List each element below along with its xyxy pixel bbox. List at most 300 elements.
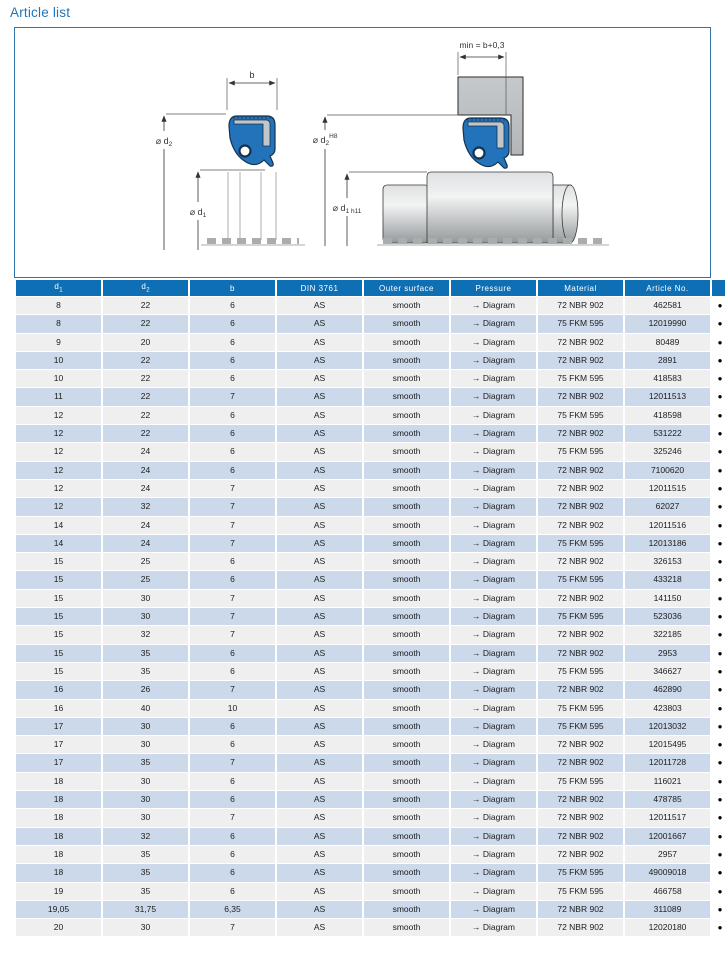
availability-dot-icon: ●: [717, 429, 723, 439]
cell-outer-surface: smooth: [364, 590, 449, 607]
cell-availability: [712, 535, 725, 552]
cell-d2: 25: [103, 571, 188, 588]
pressure-diagram-link[interactable]: → Diagram: [472, 373, 515, 384]
cell-din: AS: [277, 773, 362, 790]
pressure-diagram-link[interactable]: → Diagram: [472, 391, 515, 402]
seal-cross-section-diagram: [15, 28, 710, 276]
pressure-diagram-link[interactable]: → Diagram: [472, 519, 515, 530]
table-row: [16, 901, 725, 918]
pressure-diagram-link[interactable]: → Diagram: [472, 794, 515, 805]
cell-b: 7: [190, 626, 275, 643]
cell-d1: 12: [16, 425, 101, 442]
cell-d2: 22: [103, 370, 188, 387]
cell-availability: [712, 883, 725, 900]
cell-article-no: 2891: [625, 352, 710, 369]
cell-d1: 19: [16, 883, 101, 900]
pressure-diagram-link[interactable]: → Diagram: [472, 409, 515, 420]
cell-availability: [712, 901, 725, 918]
cell-pressure: [451, 809, 536, 826]
cell-outer-surface: smooth: [364, 754, 449, 771]
table-row: [16, 517, 725, 534]
cell-article-no: 462581: [625, 297, 710, 314]
cell-article-no: 2957: [625, 846, 710, 863]
cell-outer-surface: smooth: [364, 370, 449, 387]
page-title: Article list: [10, 5, 71, 20]
cell-material: 72 NBR 902: [538, 736, 623, 753]
cell-d1: 18: [16, 773, 101, 790]
table-row: [16, 498, 725, 515]
cell-availability: [712, 571, 725, 588]
cell-b: 6: [190, 407, 275, 424]
table-row: [16, 864, 725, 881]
cell-material: 72 NBR 902: [538, 462, 623, 479]
table-header-row: [16, 280, 725, 296]
pressure-diagram-link[interactable]: → Diagram: [472, 812, 515, 823]
pressure-diagram-link[interactable]: → Diagram: [472, 501, 515, 512]
cell-b: 6: [190, 370, 275, 387]
cell-pressure: [451, 736, 536, 753]
cell-outer-surface: smooth: [364, 901, 449, 918]
cell-din: AS: [277, 645, 362, 662]
cell-din: AS: [277, 462, 362, 479]
cell-d2: 35: [103, 883, 188, 900]
cell-material: 72 NBR 902: [538, 480, 623, 497]
cell-d2: 32: [103, 498, 188, 515]
dim-min-label: min = b+0,3: [459, 40, 505, 50]
cell-article-no: 12011513: [625, 388, 710, 405]
cell-pressure: [451, 718, 536, 735]
column-header-d1: $d_1$: [16, 280, 101, 296]
cell-material: 72 NBR 902: [538, 828, 623, 845]
availability-dot-icon: ●: [717, 319, 723, 329]
cell-d2: 30: [103, 809, 188, 826]
cell-material: 75 FKM 595: [538, 773, 623, 790]
shaft-end-cap: [562, 185, 578, 243]
column-header-din: DIN 3761: [277, 280, 362, 296]
pressure-diagram-link[interactable]: → Diagram: [472, 574, 515, 585]
cell-din: AS: [277, 297, 362, 314]
cell-outer-surface: smooth: [364, 315, 449, 332]
cell-b: 6: [190, 883, 275, 900]
cell-pressure: [451, 370, 536, 387]
cell-material: 75 FKM 595: [538, 700, 623, 717]
cell-article-no: 418583: [625, 370, 710, 387]
cell-pressure: [451, 553, 536, 570]
cell-material: 75 FKM 595: [538, 315, 623, 332]
cell-pressure: [451, 517, 536, 534]
cell-b: 6: [190, 773, 275, 790]
cell-article-no: 12019990: [625, 315, 710, 332]
cell-outer-surface: smooth: [364, 791, 449, 808]
cell-article-no: 523036: [625, 608, 710, 625]
cell-material: 72 NBR 902: [538, 919, 623, 936]
cell-pressure: [451, 846, 536, 863]
cell-outer-surface: smooth: [364, 718, 449, 735]
cell-d1: 8: [16, 297, 101, 314]
cell-d2: 26: [103, 681, 188, 698]
pressure-diagram-link[interactable]: → Diagram: [472, 702, 515, 713]
pressure-diagram-link[interactable]: → Diagram: [472, 446, 515, 457]
availability-dot-icon: ●: [717, 758, 723, 768]
cell-material: 72 NBR 902: [538, 352, 623, 369]
cell-b: 6: [190, 443, 275, 460]
pressure-diagram-link[interactable]: → Diagram: [472, 848, 515, 859]
cell-article-no: 116021: [625, 773, 710, 790]
cell-d1: 18: [16, 791, 101, 808]
cell-outer-surface: smooth: [364, 388, 449, 405]
availability-dot-icon: ●: [717, 923, 723, 933]
cell-b: 7: [190, 809, 275, 826]
cell-outer-surface: smooth: [364, 645, 449, 662]
cell-d2: 22: [103, 352, 188, 369]
cell-b: 7: [190, 919, 275, 936]
cell-material: 75 FKM 595: [538, 663, 623, 680]
cell-article-no: 346627: [625, 663, 710, 680]
cell-material: 72 NBR 902: [538, 626, 623, 643]
pressure-diagram-link[interactable]: → Diagram: [472, 592, 515, 603]
dim-d2h8-label: ⌀ $d_2^{H8}$: [312, 133, 338, 147]
cell-article-no: 531222: [625, 425, 710, 442]
cell-d1: 17: [16, 736, 101, 753]
cell-availability: [712, 919, 725, 936]
pressure-diagram-link[interactable]: → Diagram: [472, 775, 515, 786]
cell-material: 72 NBR 902: [538, 846, 623, 863]
cell-din: AS: [277, 754, 362, 771]
cell-pressure: [451, 919, 536, 936]
cell-b: 6: [190, 736, 275, 753]
cell-material: 75 FKM 595: [538, 370, 623, 387]
cell-material: 72 NBR 902: [538, 388, 623, 405]
cell-b: 6: [190, 462, 275, 479]
cell-availability: [712, 407, 725, 424]
availability-dot-icon: ●: [717, 355, 723, 365]
pressure-diagram-link[interactable]: → Diagram: [472, 464, 515, 475]
cell-b: 6: [190, 718, 275, 735]
cell-material: 72 NBR 902: [538, 334, 623, 351]
cell-availability: [712, 590, 725, 607]
cell-material: 72 NBR 902: [538, 754, 623, 771]
cell-article-no: 466758: [625, 883, 710, 900]
pressure-diagram-link[interactable]: → Diagram: [472, 739, 515, 750]
cell-material: 72 NBR 902: [538, 297, 623, 314]
cell-d1: 15: [16, 590, 101, 607]
cell-availability: [712, 315, 725, 332]
column-header-material: Material: [538, 280, 623, 296]
cell-pressure: [451, 480, 536, 497]
cell-material: 75 FKM 595: [538, 883, 623, 900]
cell-b: 7: [190, 608, 275, 625]
table-row: [16, 443, 725, 460]
cell-d1: 18: [16, 809, 101, 826]
pressure-diagram-link[interactable]: → Diagram: [472, 647, 515, 658]
cell-din: AS: [277, 407, 362, 424]
table-row: [16, 535, 725, 552]
availability-dot-icon: ●: [717, 337, 723, 347]
cell-din: AS: [277, 919, 362, 936]
cell-b: 6: [190, 334, 275, 351]
cell-din: AS: [277, 791, 362, 808]
cell-pressure: [451, 425, 536, 442]
cell-availability: [712, 425, 725, 442]
cell-d2: 22: [103, 315, 188, 332]
cell-article-no: 62027: [625, 498, 710, 515]
pressure-diagram-link[interactable]: → Diagram: [472, 867, 515, 878]
cell-b: 6,35: [190, 901, 275, 918]
cell-d2: 30: [103, 736, 188, 753]
availability-dot-icon: ●: [717, 886, 723, 896]
cell-material: 72 NBR 902: [538, 645, 623, 662]
cell-din: AS: [277, 883, 362, 900]
cell-b: 7: [190, 590, 275, 607]
cell-din: AS: [277, 425, 362, 442]
table-row: [16, 736, 725, 753]
cell-material: 75 FKM 595: [538, 443, 623, 460]
pressure-diagram-link[interactable]: → Diagram: [472, 354, 515, 365]
cell-b: 6: [190, 791, 275, 808]
table-row: [16, 626, 725, 643]
pressure-diagram-link[interactable]: → Diagram: [472, 720, 515, 731]
cell-d2: 22: [103, 388, 188, 405]
cell-din: AS: [277, 736, 362, 753]
cell-pressure: [451, 352, 536, 369]
cell-b: 7: [190, 480, 275, 497]
availability-dot-icon: ●: [717, 685, 723, 695]
pressure-diagram-link[interactable]: → Diagram: [472, 318, 515, 329]
cell-availability: [712, 370, 725, 387]
cell-material: 72 NBR 902: [538, 553, 623, 570]
cell-article-no: 80489: [625, 334, 710, 351]
table-row: [16, 407, 725, 424]
cell-outer-surface: smooth: [364, 919, 449, 936]
cell-din: AS: [277, 443, 362, 460]
cell-pressure: [451, 864, 536, 881]
cell-d2: 22: [103, 425, 188, 442]
pressure-diagram-link[interactable]: → Diagram: [472, 885, 515, 896]
cell-d1: 14: [16, 517, 101, 534]
cell-d1: 16: [16, 700, 101, 717]
cell-d1: 10: [16, 370, 101, 387]
cell-d2: 20: [103, 334, 188, 351]
pressure-diagram-link[interactable]: → Diagram: [472, 336, 515, 347]
cell-din: AS: [277, 663, 362, 680]
cell-availability: [712, 352, 725, 369]
cell-outer-surface: smooth: [364, 297, 449, 314]
availability-dot-icon: ●: [717, 648, 723, 658]
pressure-diagram-link[interactable]: → Diagram: [472, 757, 515, 768]
cell-b: 7: [190, 681, 275, 698]
table-row: [16, 828, 725, 845]
cell-b: 6: [190, 297, 275, 314]
cell-din: AS: [277, 517, 362, 534]
cell-availability: [712, 443, 725, 460]
table-row: [16, 700, 725, 717]
cell-d2: 22: [103, 407, 188, 424]
cell-availability: [712, 480, 725, 497]
pressure-diagram-link[interactable]: → Diagram: [472, 300, 515, 310]
seal-diagram-panel: [14, 27, 711, 278]
cell-pressure: [451, 681, 536, 698]
cell-article-no: 478785: [625, 791, 710, 808]
cell-b: 7: [190, 498, 275, 515]
pressure-diagram-link[interactable]: → Diagram: [472, 611, 515, 622]
pressure-diagram-link[interactable]: → Diagram: [472, 665, 515, 676]
cell-pressure: [451, 700, 536, 717]
cell-d2: 22: [103, 297, 188, 314]
cell-availability: [712, 700, 725, 717]
cell-din: AS: [277, 571, 362, 588]
cell-article-no: 462890: [625, 681, 710, 698]
shaft-body: [383, 185, 429, 243]
cell-material: 75 FKM 595: [538, 608, 623, 625]
cell-outer-surface: smooth: [364, 700, 449, 717]
cell-d2: 30: [103, 590, 188, 607]
availability-dot-icon: ●: [717, 374, 723, 384]
cell-outer-surface: smooth: [364, 828, 449, 845]
cell-outer-surface: smooth: [364, 352, 449, 369]
cell-b: 6: [190, 663, 275, 680]
cell-material: 72 NBR 902: [538, 681, 623, 698]
cell-d1: 15: [16, 663, 101, 680]
cell-availability: [712, 846, 725, 863]
cell-availability: [712, 864, 725, 881]
availability-dot-icon: ●: [717, 392, 723, 402]
cell-b: 6: [190, 352, 275, 369]
cell-availability: [712, 498, 725, 515]
cell-outer-surface: smooth: [364, 809, 449, 826]
cell-availability: [712, 663, 725, 680]
availability-dot-icon: ●: [717, 301, 723, 310]
cell-din: AS: [277, 718, 362, 735]
cell-d1: 12: [16, 462, 101, 479]
cell-din: AS: [277, 480, 362, 497]
table-row: [16, 809, 725, 826]
cell-d1: 14: [16, 535, 101, 552]
cell-din: AS: [277, 809, 362, 826]
cell-outer-surface: smooth: [364, 535, 449, 552]
availability-dot-icon: ●: [717, 703, 723, 713]
table-row: [16, 663, 725, 680]
availability-dot-icon: ●: [717, 447, 723, 457]
availability-dot-icon: ●: [717, 593, 723, 603]
availability-dot-icon: ●: [717, 795, 723, 805]
cell-pressure: [451, 754, 536, 771]
cell-b: 6: [190, 315, 275, 332]
cell-outer-surface: smooth: [364, 626, 449, 643]
cell-pressure: [451, 608, 536, 625]
cell-outer-surface: smooth: [364, 846, 449, 863]
cell-pressure: [451, 883, 536, 900]
cell-outer-surface: smooth: [364, 443, 449, 460]
cell-d2: 30: [103, 718, 188, 735]
table-row: [16, 553, 725, 570]
cell-d1: 12: [16, 480, 101, 497]
cell-d2: 35: [103, 663, 188, 680]
cell-b: 6: [190, 846, 275, 863]
cell-d1: 15: [16, 571, 101, 588]
dim-d1-label: ⌀ $d_1$: [189, 207, 207, 219]
cell-article-no: 2953: [625, 645, 710, 662]
availability-dot-icon: ●: [717, 721, 723, 731]
cell-availability: [712, 681, 725, 698]
availability-dot-icon: ●: [717, 612, 723, 622]
cell-d2: 24: [103, 480, 188, 497]
availability-dot-icon: ●: [717, 813, 723, 823]
cell-outer-surface: smooth: [364, 407, 449, 424]
pressure-diagram-link[interactable]: → Diagram: [472, 556, 515, 567]
cell-article-no: 12011516: [625, 517, 710, 534]
availability-dot-icon: ●: [717, 868, 723, 878]
cell-material: 72 NBR 902: [538, 517, 623, 534]
cell-article-no: 12001667: [625, 828, 710, 845]
table-row: [16, 754, 725, 771]
cell-din: AS: [277, 535, 362, 552]
cell-outer-surface: smooth: [364, 681, 449, 698]
cell-pressure: [451, 828, 536, 845]
pressure-diagram-link[interactable]: → Diagram: [472, 629, 515, 640]
table-row: [16, 297, 725, 314]
cell-din: AS: [277, 388, 362, 405]
cell-article-no: 418598: [625, 407, 710, 424]
seal-section-figure: [149, 70, 305, 250]
availability-dot-icon: ●: [717, 575, 723, 585]
cell-outer-surface: smooth: [364, 462, 449, 479]
cell-din: AS: [277, 334, 362, 351]
pressure-diagram-link[interactable]: → Diagram: [472, 830, 515, 841]
cell-b: 6: [190, 828, 275, 845]
cell-pressure: [451, 443, 536, 460]
cell-b: 6: [190, 425, 275, 442]
cell-d1: 11: [16, 388, 101, 405]
cell-availability: [712, 736, 725, 753]
pressure-diagram-link[interactable]: → Diagram: [472, 922, 515, 933]
cell-b: 7: [190, 517, 275, 534]
cell-article-no: 12020180: [625, 919, 710, 936]
pressure-diagram-link[interactable]: → Diagram: [472, 537, 515, 548]
cell-d2: 35: [103, 754, 188, 771]
article-table-section: [14, 279, 723, 937]
cell-din: AS: [277, 700, 362, 717]
cell-din: AS: [277, 626, 362, 643]
cell-availability: [712, 754, 725, 771]
cell-d1: 16: [16, 681, 101, 698]
column-header-pressure: Pressure: [451, 280, 536, 296]
cell-pressure: [451, 535, 536, 552]
pressure-diagram-link[interactable]: → Diagram: [472, 482, 515, 493]
pressure-diagram-link[interactable]: → Diagram: [472, 903, 515, 914]
table-row: [16, 571, 725, 588]
cell-outer-surface: smooth: [364, 334, 449, 351]
cell-material: 75 FKM 595: [538, 407, 623, 424]
cell-d1: 18: [16, 846, 101, 863]
cell-d2: 24: [103, 535, 188, 552]
availability-dot-icon: ●: [717, 904, 723, 914]
pressure-diagram-link[interactable]: → Diagram: [472, 428, 515, 439]
availability-dot-icon: ●: [717, 502, 723, 512]
cell-article-no: 311089: [625, 901, 710, 918]
availability-dot-icon: ●: [717, 776, 723, 786]
cell-material: 72 NBR 902: [538, 590, 623, 607]
cell-din: AS: [277, 352, 362, 369]
table-row: [16, 681, 725, 698]
cell-d2: 24: [103, 517, 188, 534]
cell-pressure: [451, 791, 536, 808]
pressure-diagram-link[interactable]: → Diagram: [472, 684, 515, 695]
cell-article-no: 12013032: [625, 718, 710, 735]
cell-article-no: 12011728: [625, 754, 710, 771]
cell-d2: 40: [103, 700, 188, 717]
cell-pressure: [451, 388, 536, 405]
cell-b: 6: [190, 864, 275, 881]
